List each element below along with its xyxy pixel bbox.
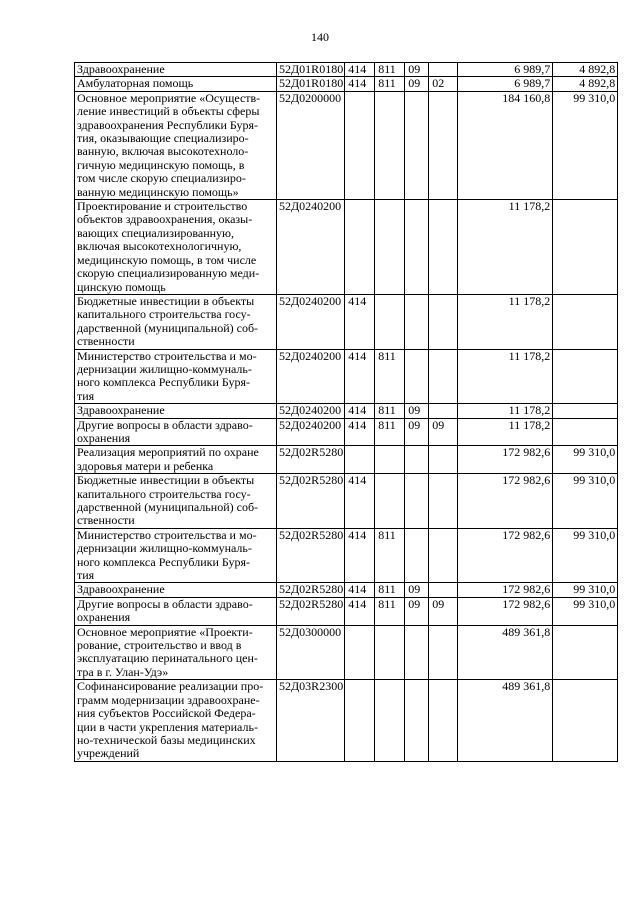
cell-amount-2 [553, 404, 618, 418]
cell-ministry-code [345, 91, 375, 199]
cell-expense-type [375, 446, 405, 474]
cell-subsection [429, 583, 458, 597]
cell-subsection [429, 294, 458, 349]
table-row [75, 597, 618, 625]
cell-name: Основное мероприятие «Проекти- рование, строительство и ввод в эксплуатацию перинатального цен- тра в г. Улан-Удэ» [75, 625, 277, 680]
cell-ministry-code: 414 [345, 418, 375, 446]
cell-amount-2 [553, 200, 618, 295]
table-row [75, 528, 618, 583]
cell-target-article: 52Д0240200 [277, 418, 345, 446]
cell-amount-2 [553, 349, 618, 404]
cell-name: Проектирование и строительство объектов здравоохранения, оказы- вающих специализированную, включая высокотехнологичную, медицинскую помощь, в том числе скорую специализированную меди- цинскую помощь [75, 200, 277, 295]
cell-section [405, 625, 429, 680]
cell-target-article: 52Д03R2300 [277, 680, 345, 761]
cell-target-article: 52Д02R5280 [277, 446, 345, 474]
cell-subsection [429, 446, 458, 474]
cell-section [405, 446, 429, 474]
cell-amount-1: 6 989,7 [458, 77, 553, 91]
cell-amount-2: 4 892,8 [553, 77, 618, 91]
cell-ministry-code [345, 200, 375, 295]
cell-section: 09 [405, 418, 429, 446]
table-row [75, 91, 618, 199]
cell-target-article: 52Д02R5280 [277, 474, 345, 529]
cell-subsection [429, 625, 458, 680]
cell-target-article: 52Д0240200 [277, 294, 345, 349]
budget-table [74, 62, 618, 762]
cell-name: Здравоохранение [75, 583, 277, 597]
cell-target-article: 52Д0200000 [277, 91, 345, 199]
cell-amount-1: 11 178,2 [458, 349, 553, 404]
table-row [75, 474, 618, 529]
table-row [75, 446, 618, 474]
cell-amount-2 [553, 294, 618, 349]
cell-amount-1: 172 982,6 [458, 474, 553, 529]
cell-section [405, 200, 429, 295]
cell-expense-type [375, 294, 405, 349]
table-row [75, 680, 618, 761]
cell-ministry-code: 414 [345, 404, 375, 418]
table-row [75, 583, 618, 597]
cell-section: 09 [405, 583, 429, 597]
table-row [75, 418, 618, 446]
cell-expense-type: 811 [375, 404, 405, 418]
budget-table-body [75, 63, 618, 762]
cell-target-article: 52Д02R5280 [277, 583, 345, 597]
cell-amount-1: 172 982,6 [458, 528, 553, 583]
table-row [75, 200, 618, 295]
table-row [75, 404, 618, 418]
cell-section [405, 91, 429, 199]
cell-subsection [429, 63, 458, 77]
cell-amount-2: 99 310,0 [553, 474, 618, 529]
cell-section: 09 [405, 63, 429, 77]
cell-section: 09 [405, 404, 429, 418]
cell-expense-type: 811 [375, 77, 405, 91]
cell-subsection [429, 528, 458, 583]
cell-section [405, 528, 429, 583]
cell-amount-2: 99 310,0 [553, 446, 618, 474]
cell-subsection: 09 [429, 597, 458, 625]
cell-amount-2: 99 310,0 [553, 583, 618, 597]
cell-name: Здравоохранение [75, 404, 277, 418]
cell-amount-2: 4 892,8 [553, 63, 618, 77]
cell-subsection: 09 [429, 418, 458, 446]
cell-expense-type: 811 [375, 418, 405, 446]
cell-name: Амбулаторная помощь [75, 77, 277, 91]
cell-expense-type [375, 680, 405, 761]
cell-target-article: 52Д0240200 [277, 349, 345, 404]
cell-expense-type: 811 [375, 528, 405, 583]
table-row [75, 349, 618, 404]
cell-expense-type: 811 [375, 597, 405, 625]
cell-target-article: 52Д0300000 [277, 625, 345, 680]
cell-expense-type [375, 91, 405, 199]
cell-name: Здравоохранение [75, 63, 277, 77]
cell-target-article: 52Д0240200 [277, 404, 345, 418]
cell-name: Другие вопросы в области здраво- охранения [75, 418, 277, 446]
cell-amount-2: 99 310,0 [553, 528, 618, 583]
cell-subsection [429, 91, 458, 199]
cell-amount-2: 99 310,0 [553, 597, 618, 625]
cell-ministry-code [345, 680, 375, 761]
cell-subsection: 02 [429, 77, 458, 91]
cell-amount-1: 172 982,6 [458, 597, 553, 625]
cell-amount-1: 172 982,6 [458, 446, 553, 474]
cell-ministry-code: 414 [345, 77, 375, 91]
cell-subsection [429, 474, 458, 529]
cell-amount-1: 11 178,2 [458, 418, 553, 446]
cell-target-article: 52Д01R0180 [277, 63, 345, 77]
cell-section [405, 294, 429, 349]
cell-target-article: 52Д01R0180 [277, 77, 345, 91]
cell-name: Министерство строительства и мо- дернизации жилищно-коммуналь- ного комплекса Республики Буря- тия [75, 349, 277, 404]
cell-expense-type [375, 474, 405, 529]
cell-ministry-code: 414 [345, 294, 375, 349]
cell-ministry-code: 414 [345, 528, 375, 583]
cell-subsection [429, 404, 458, 418]
cell-section [405, 680, 429, 761]
cell-ministry-code: 414 [345, 474, 375, 529]
cell-ministry-code: 414 [345, 63, 375, 77]
cell-name: Другие вопросы в области здраво- охранения [75, 597, 277, 625]
cell-target-article: 52Д02R5280 [277, 597, 345, 625]
cell-expense-type [375, 625, 405, 680]
cell-name: Реализация мероприятий по охране здоровья матери и ребенка [75, 446, 277, 474]
cell-amount-1: 489 361,8 [458, 625, 553, 680]
cell-ministry-code [345, 446, 375, 474]
cell-target-article: 52Д0240200 [277, 200, 345, 295]
cell-amount-1: 11 178,2 [458, 200, 553, 295]
cell-ministry-code: 414 [345, 597, 375, 625]
cell-name: Бюджетные инвестиции в объекты капитального строительства госу- дарственной (муниципальной) соб- ственности [75, 294, 277, 349]
cell-amount-2 [553, 680, 618, 761]
table-row [75, 294, 618, 349]
cell-amount-1: 172 982,6 [458, 583, 553, 597]
cell-ministry-code [345, 625, 375, 680]
page-number: 140 [311, 30, 329, 44]
cell-subsection [429, 349, 458, 404]
cell-amount-1: 11 178,2 [458, 294, 553, 349]
cell-name: Основное мероприятие «Осуществ- ление инвестиций в объекты сферы здравоохранения Республики Буря- тия, оказывающие специализиро- ванную, включая высокотехноло- гичную медицинскую помощь, в том числе скорую специализиро- ванную медицинскую помощь» [75, 91, 277, 199]
cell-expense-type: 811 [375, 583, 405, 597]
cell-amount-2: 99 310,0 [553, 91, 618, 199]
cell-name: Министерство строительства и мо- дернизации жилищно-коммуналь- ного комплекса Республики Буря- тия [75, 528, 277, 583]
cell-amount-1: 11 178,2 [458, 404, 553, 418]
cell-section: 09 [405, 597, 429, 625]
cell-expense-type: 811 [375, 349, 405, 404]
cell-section [405, 349, 429, 404]
cell-subsection [429, 680, 458, 761]
cell-target-article: 52Д02R5280 [277, 528, 345, 583]
cell-name: Софинансирование реализации про- грамм модернизации здравоохране- ния субъектов Российской Федера- ции в части укрепления материаль- но-технической базы медицинских учреждений [75, 680, 277, 761]
cell-section [405, 474, 429, 529]
cell-expense-type: 811 [375, 63, 405, 77]
cell-amount-2 [553, 418, 618, 446]
table-row [75, 625, 618, 680]
cell-expense-type [375, 200, 405, 295]
table-row [75, 77, 618, 91]
cell-amount-1: 489 361,8 [458, 680, 553, 761]
cell-ministry-code: 414 [345, 583, 375, 597]
table-row [75, 63, 618, 77]
cell-section: 09 [405, 77, 429, 91]
cell-amount-2 [553, 625, 618, 680]
cell-subsection [429, 200, 458, 295]
cell-amount-1: 6 989,7 [458, 63, 553, 77]
cell-name: Бюджетные инвестиции в объекты капитального строительства госу- дарственной (муниципальной) соб- ственности [75, 474, 277, 529]
cell-ministry-code: 414 [345, 349, 375, 404]
cell-amount-1: 184 160,8 [458, 91, 553, 199]
